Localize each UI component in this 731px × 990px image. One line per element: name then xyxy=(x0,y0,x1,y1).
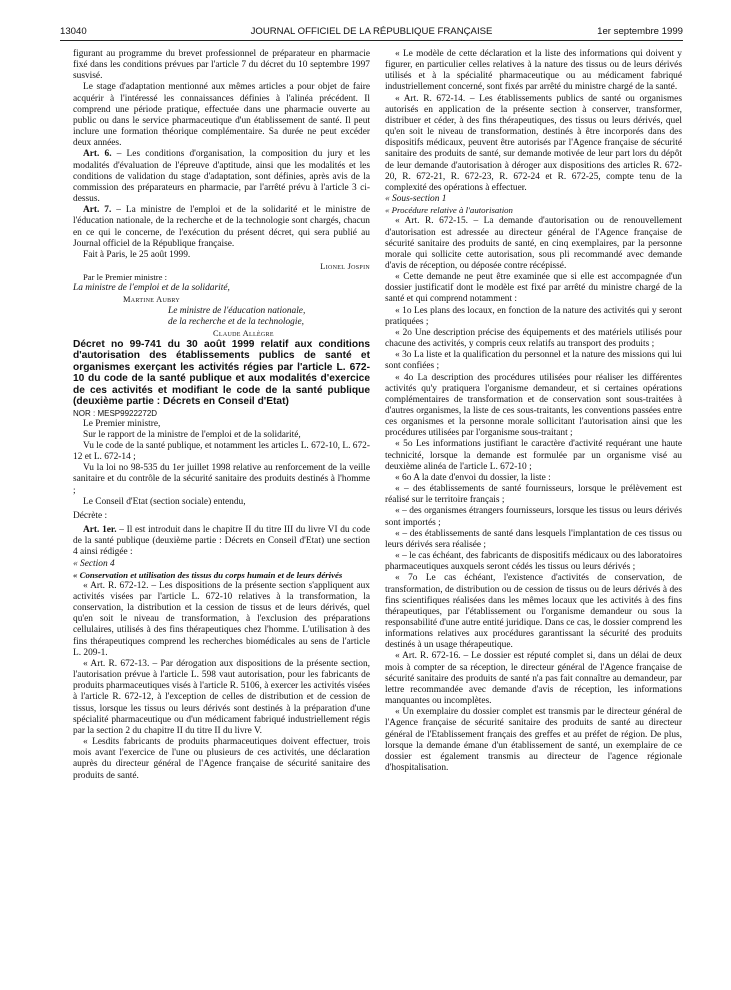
article-r672-15: « Art. R. 672-15. – La demande d'autorisation ou de renouvellement d'autorisation est adressée au directeur général de l'Agence française de sécurité sanitaire des produits de santé, en cinq exemplaires, par la personne morale qui sollicite cette autorisation, sous pli recommandé avec demande d'avis de réception, ou déposée contre récépissé. xyxy=(385,216,682,271)
decree-title: Décret no 99-741 du 30 août 1999 relatif aux conditions d'autorisation des établissements publics de santé et organismes exerçant les activités régies par l'article L. 672-10 du code de la santé publique et aux modalités d'exercice de ces activités et modifiant le code de la santé publique (deuxième partie : Décrets en Conseil d'Etat) xyxy=(73,339,370,408)
article-r672-13: « Art. R. 672-13. – Par dérogation aux dispositions de la présente section, l'autorisation prévue à l'article L. 598 vaut autorisation, pour les fabricants de produits pharmaceutiques visés à l'article R. 5106, à exercer les activités visées à l'article R. 672-12, à l'exception de celles de distribution et de cession de tissus, lorsque les tissus ou leurs dérivés sont destinés à la préparation d'une spécialité pharmaceutique ou d'un médicament fabriqué industriellement régis par la section 2 du chapitre II du titre II du livre V. xyxy=(73,658,370,736)
list-item: « 4o La description des procédures utilisées pour réaliser les différentes activités qu'y pratiquera l'organisme demandeur, et si certaines opérations complémentaires de transformation et de conservation sont sous-traitées à d'autres organismes, la liste de ces sous-traitants, les conventions passées entre ces organismes et la personne morale sollicitant l'autorisation ainsi que les procédures utilisées par l'organisme sous-traitant ; xyxy=(385,372,682,439)
visa: Le Premier ministre, xyxy=(83,418,161,429)
signature-minister-title: de la recherche et de la technologie, xyxy=(168,316,304,327)
article-1 xyxy=(73,525,370,558)
right-column xyxy=(385,49,682,774)
issue-date: 1er septembre 1999 xyxy=(597,26,683,37)
page-number: 13040 xyxy=(60,26,87,37)
list-item: « 2o Une description précise des équipements et des matériels utilisés pour chacune des activités, y compris ceux relatifs au transport des produits ; xyxy=(385,327,682,350)
list-item: « 5o Les informations justifiant le caractère d'activité requérant une haute technicité, lorsque la demande est formulée par un organisme visé au deuxième alinéa de l'article L. 672-10 ; xyxy=(385,439,682,472)
subsection-title: « Procédure relative à l'autorisation xyxy=(385,205,513,216)
list-item: « 3o La liste et la qualification du personnel et la nature des missions qui lui sont confiées ; xyxy=(385,350,682,372)
dash-item: « – des organismes étrangers fournisseurs, lorsque les tissus ou leurs dérivés sont importés ; xyxy=(385,506,682,528)
dash-item: « – des établissements de santé dans lesquels l'implantation de ces tissus ou leurs dérivés sera réalisée ; xyxy=(385,528,682,550)
signature-minister-title: La ministre de l'emploi et de la solidarité, xyxy=(73,283,230,294)
article-r672-16: « Art. R. 672-16. – Le dossier est réputé complet si, dans un délai de deux mois à compter de sa réception, le directeur général de l'Agence française de sécurité sanitaire des produits de santé n'a pas fait connaître au demandeur, par lettre recommandée avec demande d'avis de réception, les informations manquantes ou incomplètes. xyxy=(385,651,682,707)
paragraph: « Lesdits fabricants de produits pharmaceutiques doivent effectuer, trois mois avant l'exercice de l'une ou plusieurs de ces activités, une déclaration auprès du directeur général de l'Agence française de sécurité sanitaire des produits de santé. xyxy=(73,737,370,781)
article-label: Art. 1er. xyxy=(83,525,117,536)
visa: Sur le rapport de la ministre de l'emploi et de la solidarité, xyxy=(83,429,301,440)
paragraph: « Le modèle de cette déclaration et la liste des informations qui doivent y figurer, en particulier celles relatives à la nature des tissus ou de leurs dérivés utilisés et à la spécialité pharmaceutique ou au médicament fabriqué industriellement concerné, sont fixés par arrêté du ministre chargé de la santé. xyxy=(385,49,682,93)
list-item: « 7o Le cas échéant, l'existence d'activités de conservation, de transformation, de distribution ou de cession de tissus ou de leurs dérivés à des fins scientifiques réalisées dans les mêmes locaux que les activités à des fins thérapeutiques, par l'établissement ou l'organisme demandeur ou sous la responsabilité d'une autre entité juridique. Dans ce cas, le dossier comprend les informations relatives aux procédures garantissant la sécurité des produits destinés à un usage thérapeutique. xyxy=(385,573,682,651)
fait-line: Fait à Paris, le 25 août 1999. xyxy=(83,249,191,260)
signature-minister-title: Le ministre de l'éducation nationale, xyxy=(168,305,306,316)
paragraph: « Cette demande ne peut être examinée que si elle est accompagnée d'un dossier justificatif dont le modèle est fixé par arrêté du ministre chargé de la santé et qui comprend notamment : xyxy=(385,272,682,305)
nor-reference: NOR : MESP9922272D xyxy=(73,408,158,418)
paragraph: figurant au programme du brevet professionnel de préparateur en pharmacie fixé dans les conditions prévues par l'article 7 du décret du 10 septembre 1997 susvisé. xyxy=(73,49,370,82)
paragraph: « Un exemplaire du dossier complet est transmis par le directeur général de l'Agence française de sécurité sanitaire des produits de santé au directeur général de l'Etablissement français des greffes et au préfet de région. De plus, lorsque la demande émane d'un établissement de santé, un exemplaire de ce dossier est également transmis au directeur de l'agence régionale d'hospitalisation. xyxy=(385,707,682,773)
signature-minister-name: Martine Aubry xyxy=(123,295,181,305)
section-title: « Conservation et utilisation des tissus du corps humain et de leurs dérivés xyxy=(73,569,343,580)
signature-minister-name: Claude Allègre xyxy=(213,328,274,338)
article-r672-14: « Art. R. 672-14. – Les établissements publics de santé ou organismes autorisés en application de la présente section à conserver, transformer, distribuer et céder, à des fins thérapeutiques, des tissus ou leurs dérivés, quel qu'en soit le niveau de transformation, destinés à être incorporés dans des dispositifs médicaux, peuvent être autorisés par l'Agence française de sécurité sanitaire des produits de santé, sur demande motivée de leur part lors du dépôt de leur demande d'autorisation à déroger aux dispositions des articles R. 672-20, R. 672-21, R. 672-23, R. 672-24 et R. 672-25, compte tenu de la complexité des opérations à effectuer. xyxy=(385,93,682,193)
visa: Le Conseil d'Etat (section sociale) entendu, xyxy=(83,496,246,507)
decrete-line: Décrète : xyxy=(73,510,108,521)
article-7 xyxy=(73,205,370,250)
journal-title: JOURNAL OFFICIEL DE LA RÉPUBLIQUE FRANÇAISE xyxy=(250,26,493,37)
list-item: « 1o Les plans des locaux, en fonction de la nature des activités qui y seront pratiquées ; xyxy=(385,305,682,327)
section-heading: « Section 4 xyxy=(73,558,115,569)
dash-item: « – le cas échéant, des fabricants de dispositifs médicaux ou des laboratoires pharmaceutiques auxquels seront cédés les tissus ou leurs dérivés ; xyxy=(385,551,682,573)
left-column xyxy=(73,49,370,782)
subsection-heading: « Sous-section 1 xyxy=(385,194,447,205)
header-rule xyxy=(60,40,683,41)
visa: Vu la loi no 98-535 du 1er juillet 1998 relative au renforcement de la veille sanitaire et du contrôle de la sécurité sanitaire des produits destinés à l'homme ; xyxy=(73,463,370,496)
article-label: Art. 6. xyxy=(83,149,112,160)
article-r672-12: « Art. R. 672-12. – Les dispositions de la présente section s'appliquent aux activités visées par l'article L. 672-10 relatives à la transformation, la conservation, la distribution et la cession de tissus et de leurs dérivés, quel qu'en soit le niveau de transformation, à l'exclusion des préparations cellulaires, utilisés à des fins thérapeutiques chez l'homme. L'utilisation à des fins thérapeutiques comprend les recherches biomédicales au sens de l'article L. 209-1. xyxy=(73,580,370,658)
signature-intro: Par le Premier ministre : xyxy=(83,272,168,283)
paragraph: Le stage d'adaptation mentionné aux mêmes articles a pour objet de faire acquérir à l'intéressé les connaissances définies à l'alinéa précédent. Il comprend une période pratique, effectuée dans une pharmacie ouverte au public ou dans le service pharmaceutique d'un établissement de santé. Il peut inclure une formation théorique complémentaire. Sa durée ne peut excéder deux années. xyxy=(73,82,370,149)
article-text: – Les conditions d'organisation, la composition du jury et les modalités d'évaluation de l'épreuve d'aptitude, ainsi que les modalités et les conditions de validation du stage d'adaptation, sont définies, après avis de la commission des préparateurs en pharmacie, par l'arrêté prévu à l'article 3 ci-dessus. xyxy=(73,149,370,205)
signature-pm: Lionel Jospin xyxy=(320,261,370,271)
page-header xyxy=(60,26,683,40)
list-item: « 6o A la date d'envoi du dossier, la liste : xyxy=(395,472,551,483)
article-label: Art. 7. xyxy=(83,205,112,216)
dash-item: « – des établissements de santé fournisseurs, lorsque le prélèvement est réalisé sur le territoire français ; xyxy=(385,484,682,506)
visa: Vu le code de la santé publique, et notamment les articles L. 672-10, L. 672-12 et L. 672-14 ; xyxy=(73,440,370,463)
article-text: – La ministre de l'emploi et de la solidarité et le ministre de l'éducation nationale, de la recherche et de la technologie sont chargés, chacun en ce qui le concerne, de l'exécution du présent décret, qui sera publié au Journal officiel de la République française. xyxy=(73,205,370,249)
article-6 xyxy=(73,149,370,205)
article-text: – Il est introduit dans le chapitre II du titre III du livre VI du code de la santé publique (deuxième partie : Décrets en Conseil d'Etat) une section 4 ainsi rédigée : xyxy=(73,525,370,558)
